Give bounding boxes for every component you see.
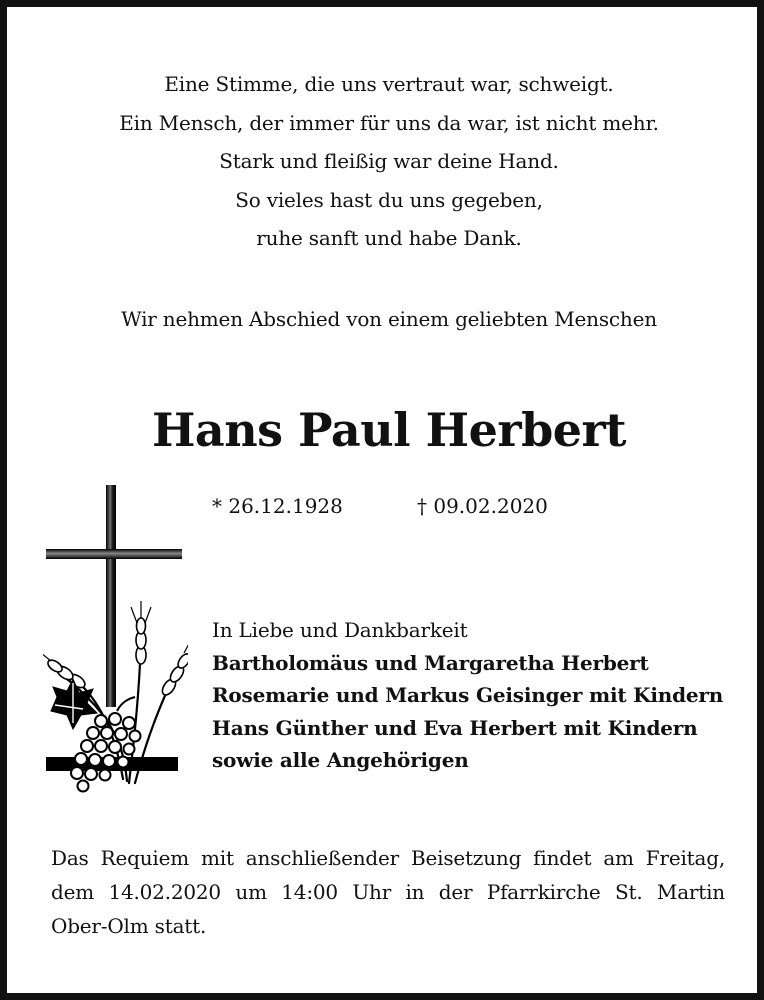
notice-line: Das Requiem mit anschließender Beisetzung findet am Freitag, — [51, 846, 725, 870]
birth-date: * 26.12.1928 — [212, 494, 343, 518]
mourner-line: Rosemarie und Markus Geisinger mit Kindern — [212, 683, 724, 707]
poem-line: Eine Stimme, die uns vertraut war, schweigt. — [164, 72, 614, 96]
cross-horizontal — [46, 549, 182, 559]
notice-line: Ober-Olm statt. — [51, 914, 207, 938]
cross-wheat-grapes-icon — [43, 483, 188, 793]
poem-line: Stark und fleißig war deine Hand. — [219, 149, 559, 173]
poem-line: Ein Mensch, der immer für uns da war, ist nicht mehr. — [119, 110, 659, 135]
poem-line: ruhe sanft und habe Dank. — [256, 226, 522, 250]
deceased-name: Hans Paul Herbert — [151, 403, 627, 457]
farewell-intro: Wir nehmen Abschied von einem geliebten Menschen — [121, 307, 657, 331]
mourner-line: Hans Günther und Eva Herbert mit Kindern — [212, 715, 698, 740]
mourner-line: Bartholomäus und Margaretha Herbert — [212, 650, 649, 675]
cross-vertical — [106, 485, 116, 707]
mourners-heading: In Liebe und Dankbarkeit — [212, 618, 468, 642]
poem-line: So vieles hast du uns gegeben, — [235, 187, 543, 212]
death-date: † 09.02.2020 — [417, 494, 548, 518]
notice-line: dem 14.02.2020 um 14:00 Uhr in der Pfarrkirche St. Martin — [51, 880, 725, 904]
mourner-line: sowie alle Angehörigen — [212, 748, 469, 772]
leaf — [51, 679, 97, 729]
poem — [7, 65, 764, 258]
mourners-list — [212, 614, 723, 777]
funeral-notice — [51, 841, 725, 943]
